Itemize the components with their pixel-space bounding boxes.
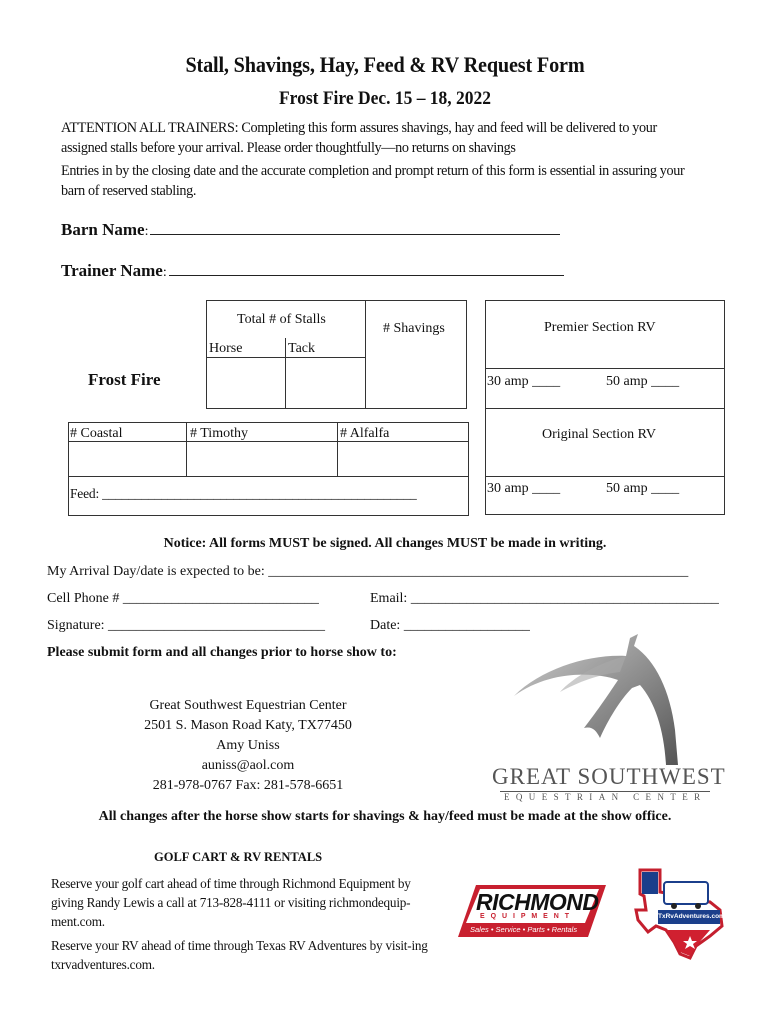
premier-50amp[interactable]: 50 amp ____	[606, 374, 680, 389]
original-rv-header: Original Section RV	[542, 427, 656, 442]
richmond-equipment-logo	[456, 882, 608, 940]
total-stalls-header: Total # of Stalls	[237, 312, 326, 327]
contact-name: Great Southwest Equestrian Center	[149, 698, 347, 713]
tack-header: Tack	[288, 341, 316, 356]
alfalfa-header: # Alfalfa	[340, 426, 390, 441]
tack-stalls-input[interactable]	[287, 360, 363, 406]
coastal-header: # Coastal	[70, 426, 123, 441]
timothy-input[interactable]	[188, 443, 335, 475]
horse-stalls-input[interactable]	[208, 360, 283, 406]
original-50amp[interactable]: 50 amp ____	[606, 481, 680, 496]
great-southwest-logo	[480, 630, 726, 805]
horse-head-icon	[480, 630, 720, 770]
event-label: Frost Fire	[88, 370, 161, 389]
contact-block	[98, 696, 398, 796]
changes-notice: All changes after the horse show starts for shavings & hay/feed must be made at the show office.	[98, 809, 672, 824]
cell-phone-field[interactable]: Cell Phone # ____________________________	[47, 591, 319, 606]
gswec-logo-line1: GREAT SOUTHWEST	[492, 764, 726, 789]
timothy-header: # Timothy	[190, 426, 248, 441]
trainer-name-field[interactable]: Trainer Name:	[61, 261, 564, 281]
gswec-logo-line2: EQUESTRIAN CENTER	[504, 792, 707, 802]
signature-field[interactable]: Signature: _______________________________	[47, 618, 326, 633]
event-subtitle: Frost Fire Dec. 15 – 18, 2022	[278, 88, 491, 109]
premier-rv-header: Premier Section RV	[544, 320, 656, 335]
richmond-equipment: E Q U I P M E N T	[480, 913, 572, 920]
trainer-name-line[interactable]	[169, 261, 564, 276]
date-field[interactable]: Date: __________________	[370, 618, 530, 633]
barn-name-label: Barn Name	[61, 220, 145, 239]
contact-phones: 281-978-0767 Fax: 281-578-6651	[152, 778, 344, 793]
arrival-date-field[interactable]: My Arrival Day/date is expected to be: ____________________________________________________________	[47, 564, 689, 579]
email-field[interactable]: Email: ____________________________________________	[370, 591, 719, 606]
txrv-url: TxRvAdventures.com	[658, 913, 725, 920]
contact-email[interactable]: auniss@aol.com	[201, 758, 295, 773]
golf-cart-paragraph: Reserve your golf cart ahead of time through Richmond Equipment by giving Randy Lewis a call at 713-828-4111 or visiting richmondequip-ment.com.	[51, 876, 411, 929]
rentals-heading: GOLF CART & RV RENTALS	[154, 850, 323, 864]
contact-address: 2501 S. Mason Road Katy, TX77450	[144, 718, 352, 733]
entries-paragraph: Entries in by the closing date and the accurate completion and prompt return of this form is essential in assuring your barn of reserved stabling.	[61, 163, 685, 199]
richmond-tagline: Sales • Service • Parts • Rentals	[470, 925, 578, 934]
contact-person: Amy Uniss	[216, 738, 280, 753]
barn-name-line[interactable]	[150, 220, 560, 235]
txrv-adventures-logo	[630, 866, 730, 961]
barn-name-field[interactable]: Barn Name:	[61, 220, 560, 240]
coastal-input[interactable]	[70, 443, 184, 475]
trainer-name-label: Trainer Name	[61, 261, 163, 280]
richmond-name: RICHMOND	[476, 889, 599, 915]
horse-header: Horse	[209, 341, 243, 356]
premier-30amp[interactable]: 30 amp ____	[487, 374, 561, 389]
submit-heading: Please submit form and all changes prior to horse show to:	[47, 645, 397, 660]
shavings-input[interactable]	[367, 360, 463, 406]
alfalfa-input[interactable]	[339, 443, 466, 475]
original-30amp[interactable]: 30 amp ____	[487, 481, 561, 496]
feed-field[interactable]: Feed: ________________________________________________	[70, 486, 417, 501]
attention-paragraph: ATTENTION ALL TRAINERS: Completing this form assures shavings, hay and feed will be delivered to your assigned stalls before your arrival. Please order thoughtfully—no returns on shavings	[61, 120, 657, 156]
form-title: Stall, Shavings, Hay, Feed & RV Request Form	[185, 52, 585, 77]
rv-rental-paragraph: Reserve your RV ahead of time through Texas RV Adventures by visit-ing txrvadventures.com.	[51, 938, 428, 972]
notice-text: Notice: All forms MUST be signed. All changes MUST be made in writing.	[163, 536, 607, 551]
shavings-header: # Shavings	[383, 321, 445, 336]
